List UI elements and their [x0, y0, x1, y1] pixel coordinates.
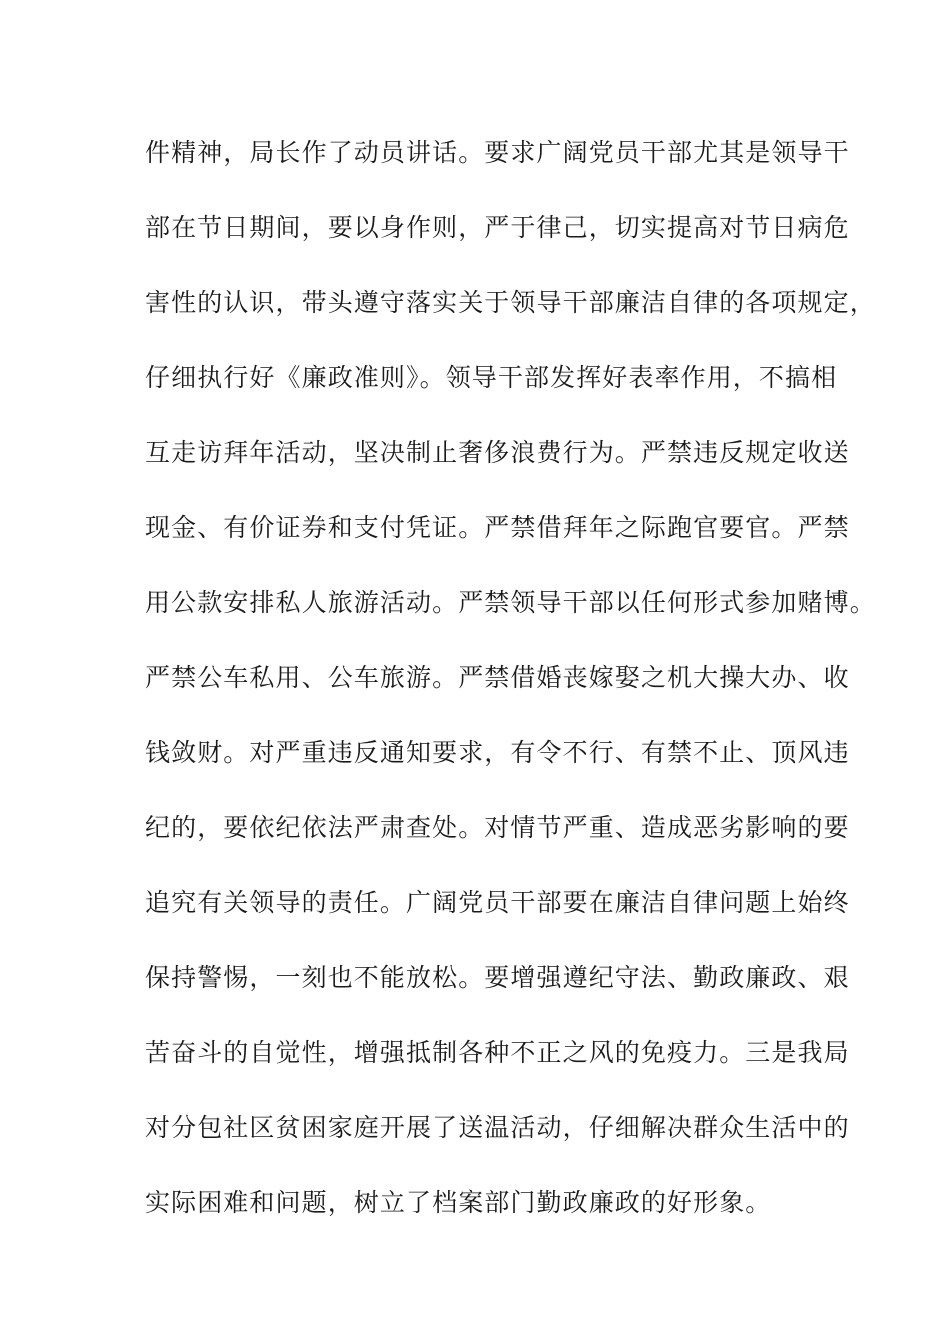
text-line: 纪的，要依纪依法严肃查处。对情节严重、造成恶劣影响的要: [145, 813, 850, 842]
text-line: 件精神，局长作了动员讲话。要求广阔党员干部尤其是领导干: [145, 138, 850, 167]
text-line: 追究有关领导的责任。广阔党员干部要在廉洁自律问题上始终: [145, 888, 850, 917]
text-line: 实际困难和问题，树立了档案部门勤政廉政的好形象。: [145, 1188, 772, 1217]
text-line: 钱敛财。对严重违反通知要求，有令不行、有禁不止、顶风违: [145, 738, 850, 767]
text-line: 用公款安排私人旅游活动。严禁领导干部以任何形式参加赌博。: [145, 588, 876, 617]
body-text: [145, 132, 876, 1257]
text-line: 互走访拜年活动，坚决制止奢侈浪费行为。严禁违反规定收送: [145, 438, 850, 467]
text-line: 对分包社区贫困家庭开展了送温活动，仔细解决群众生活中的: [145, 1113, 850, 1142]
text-line: 仔细执行好《廉政准则》。领导干部发挥好表率作用，不搞相: [145, 363, 838, 392]
text-line: 苦奋斗的自觉性，增强抵制各种不正之风的免疫力。三是我局: [145, 1038, 850, 1067]
text-line: 现金、有价证券和支付凭证。严禁借拜年之际跑官要官。严禁: [145, 513, 850, 542]
text-line: 严禁公车私用、公车旅游。严禁借婚丧嫁娶之机大操大办、收: [145, 663, 850, 692]
text-line: 保持警惕，一刻也不能放松。要增强遵纪守法、勤政廉政、艰: [145, 963, 850, 992]
text-line: 部在节日期间，要以身作则，严于律己，切实提高对节日病危: [145, 213, 850, 242]
text-line: 害性的认识，带头遵守落实关于领导干部廉洁自律的各项规定，: [145, 288, 876, 317]
